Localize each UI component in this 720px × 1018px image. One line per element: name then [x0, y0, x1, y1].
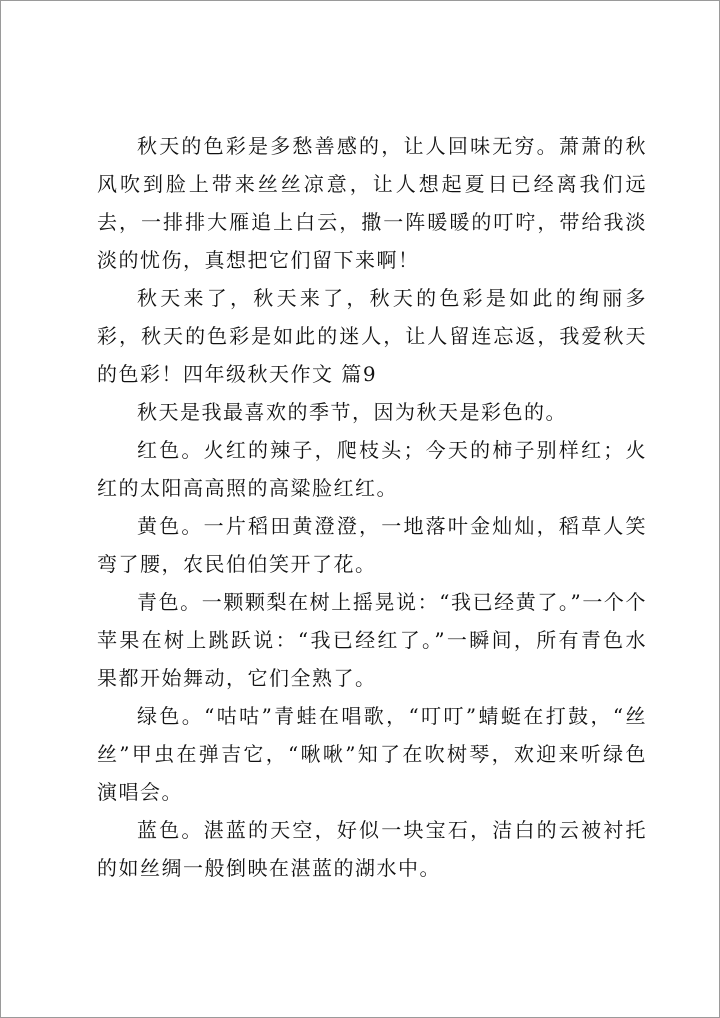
paragraph-autumn-emotions: 秋天的色彩是多愁善感的，让人回味无穷。萧萧的秋风吹到脸上带来丝丝凉意，让人想起夏日已经离我们远去，一排排大雁追上白云，撒一阵暖暖的叮咛，带给我淡淡的忧伤，真想把它们留下来啊！: [97, 134, 647, 272]
paragraph-cyan: 青色。一颗颗梨在树上摇晃说：“我已经黄了。”一个个苹果在树上跳跃说：“我已经红了。”一瞬间，所有青色水果都开始舞动，它们全熟了。: [97, 590, 647, 690]
paragraph-blue: 蓝色。湛蓝的天空，好似一块宝石，洁白的云被衬托的如丝绸一般倒映在湛蓝的湖水中。: [97, 818, 647, 880]
paragraph-green: 绿色。“咕咕”青蛙在唱歌，“叮叮”蜻蜓在打鼓，“丝丝”甲虫在弹吉它，“啾啾”知了在吹树琴，欢迎来听绿色演唱会。: [97, 704, 647, 804]
paragraph-autumn-arrived: 秋天来了，秋天来了，秋天的色彩是如此的绚丽多彩，秋天的色彩是如此的迷人，让人留连忘返，我爱秋天的色彩！四年级秋天作文 篇9: [97, 286, 647, 386]
paragraph-favorite-season: 秋天是我最喜欢的季节，因为秋天是彩色的。: [137, 400, 567, 424]
document-body: [97, 127, 647, 887]
paragraph-red: 红色。火红的辣子，爬枝头；今天的柿子别样红；火红的太阳高高照的高粱脸红红。: [97, 438, 647, 500]
paragraph-yellow: 黄色。一片稻田黄澄澄，一地落叶金灿灿，稻草人笑弯了腰，农民伯伯笑开了花。: [97, 514, 647, 576]
